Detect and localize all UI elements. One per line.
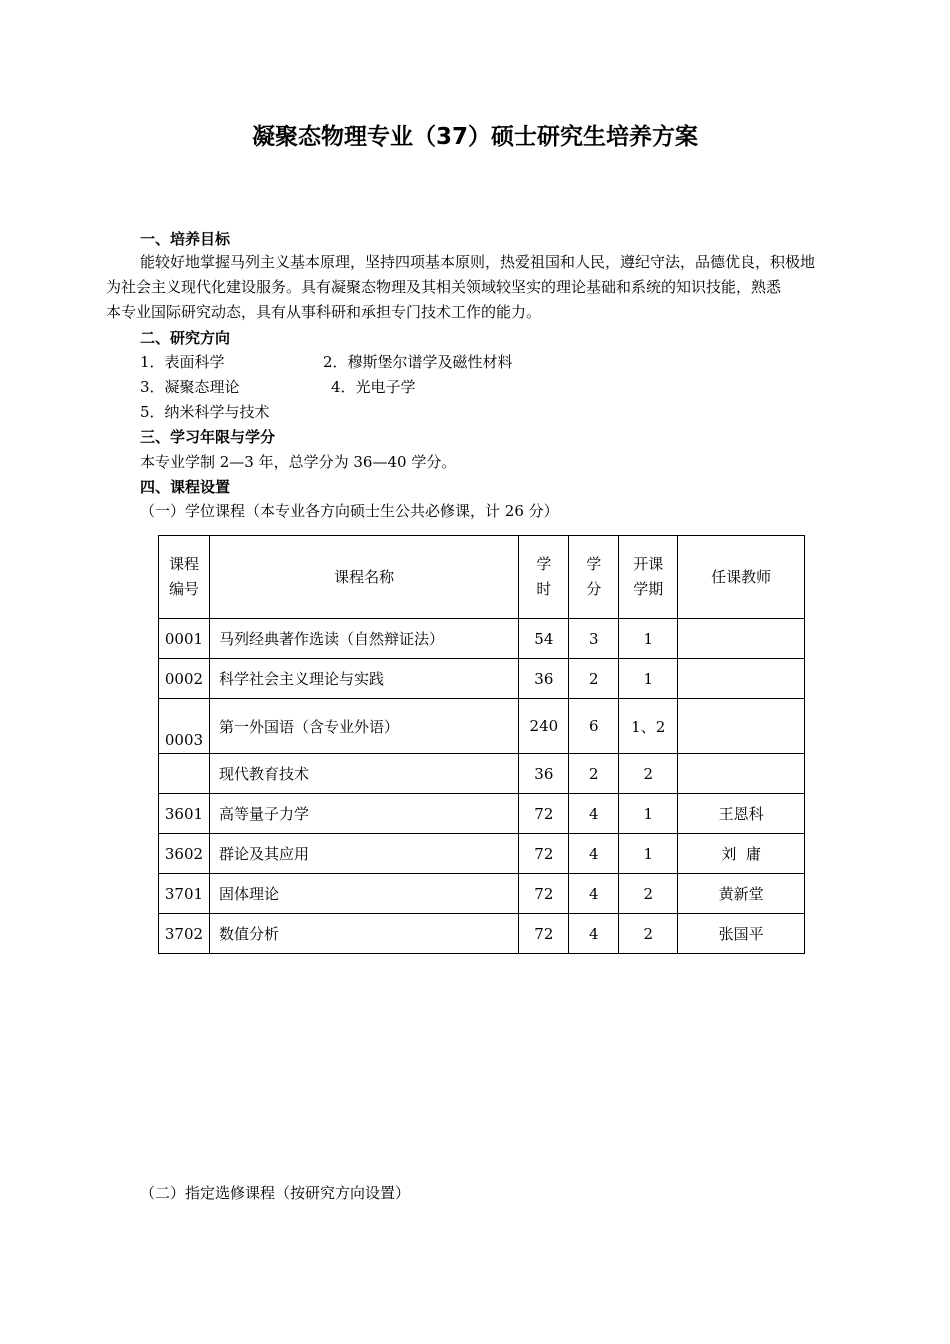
course-hours: 72 — [519, 914, 569, 954]
header-credits: 学 分 — [569, 536, 619, 619]
section-heading-courses: 四、课程设置 — [140, 478, 231, 496]
table-row — [159, 834, 805, 874]
section-heading-duration: 三、学习年限与学分 — [140, 428, 276, 446]
course-code: 3602 — [159, 834, 210, 874]
table-row — [159, 794, 805, 834]
course-name: 群论及其应用 — [209, 834, 518, 874]
course-term: 1 — [619, 834, 678, 874]
header-hours: 学 时 — [519, 536, 569, 619]
course-credits: 3 — [569, 619, 619, 659]
table-row — [159, 699, 805, 754]
course-term: 1 — [619, 794, 678, 834]
page-title: 凝聚态物理专业（37）硕士研究生培养方案 — [251, 124, 698, 150]
course-term: 2 — [619, 754, 678, 794]
course-credits: 4 — [569, 834, 619, 874]
course-code: 3702 — [159, 914, 210, 954]
table-row — [159, 914, 805, 954]
header-teacher: 任课教师 — [678, 536, 805, 619]
table-row — [159, 874, 805, 914]
table-header-row — [159, 536, 805, 619]
table-row — [159, 659, 805, 699]
course-name: 科学社会主义理论与实践 — [209, 659, 518, 699]
course-teacher — [678, 699, 805, 754]
course-code: 3601 — [159, 794, 210, 834]
course-credits: 6 — [569, 699, 619, 754]
course-code: 0002 — [159, 659, 210, 699]
course-teacher: 刘 庸 — [678, 834, 805, 874]
course-name: 马列经典著作选读（自然辩证法） — [209, 619, 518, 659]
course-teacher — [678, 619, 805, 659]
course-table — [158, 535, 805, 954]
course-term: 2 — [619, 914, 678, 954]
course-credits: 2 — [569, 754, 619, 794]
course-name: 第一外国语（含专业外语） — [209, 699, 518, 754]
course-hours: 72 — [519, 794, 569, 834]
course-name: 固体理论 — [209, 874, 518, 914]
goals-text-line-3: 本专业国际研究动态，具有从事科研和承担专门技术工作的能力。 — [106, 303, 542, 321]
course-teacher — [678, 659, 805, 699]
course-code: 3701 — [159, 874, 210, 914]
course-hours: 36 — [519, 754, 569, 794]
direction-item-5: 5．纳米科学与技术 — [140, 403, 270, 421]
course-name: 现代教育技术 — [209, 754, 518, 794]
course-term: 1 — [619, 619, 678, 659]
course-hours: 72 — [519, 874, 569, 914]
elective-courses-subheading: （二）指定选修课程（按研究方向设置） — [140, 1184, 411, 1202]
course-code: 0001 — [159, 619, 210, 659]
course-code: 0003 — [159, 699, 210, 754]
direction-item-1: 1．表面科学 — [140, 353, 225, 371]
course-term: 1 — [619, 659, 678, 699]
direction-item-3: 3．凝聚态理论 — [140, 378, 240, 396]
course-hours: 240 — [519, 699, 569, 754]
table-row — [159, 754, 805, 794]
header-course-name: 课程名称 — [209, 536, 518, 619]
header-course-code: 课程 编号 — [159, 536, 210, 619]
course-credits: 4 — [569, 794, 619, 834]
course-teacher — [678, 754, 805, 794]
course-name: 高等量子力学 — [209, 794, 518, 834]
goals-text-line-1: 能较好地掌握马列主义基本原理，坚持四项基本原则，热爱祖国和人民，遵纪守法，品德优良，积极地 — [140, 253, 816, 271]
course-term: 1、2 — [619, 699, 678, 754]
course-credits: 2 — [569, 659, 619, 699]
direction-item-2: 2．穆斯堡尔谱学及磁性材料 — [323, 353, 513, 371]
degree-courses-subheading: （一）学位课程（本专业各方向硕士生公共必修课，计 26 分） — [140, 502, 559, 520]
table-row — [159, 619, 805, 659]
course-hours: 54 — [519, 619, 569, 659]
course-credits: 4 — [569, 914, 619, 954]
duration-text: 本专业学制 2—3 年，总学分为 36—40 学分。 — [140, 453, 457, 471]
course-hours: 72 — [519, 834, 569, 874]
header-term: 开课 学期 — [619, 536, 678, 619]
course-teacher: 张国平 — [678, 914, 805, 954]
section-heading-goals: 一、培养目标 — [140, 230, 231, 248]
course-term: 2 — [619, 874, 678, 914]
course-hours: 36 — [519, 659, 569, 699]
course-teacher: 王恩科 — [678, 794, 805, 834]
course-name: 数值分析 — [209, 914, 518, 954]
course-credits: 4 — [569, 874, 619, 914]
goals-text-line-2: 为社会主义现代化建设服务。具有凝聚态物理及其相关领域较坚实的理论基础和系统的知识技能，熟悉 — [106, 278, 782, 296]
course-teacher: 黄新堂 — [678, 874, 805, 914]
direction-item-4: 4．光电子学 — [331, 378, 416, 396]
section-heading-directions: 二、研究方向 — [140, 329, 231, 347]
course-code — [159, 754, 210, 794]
